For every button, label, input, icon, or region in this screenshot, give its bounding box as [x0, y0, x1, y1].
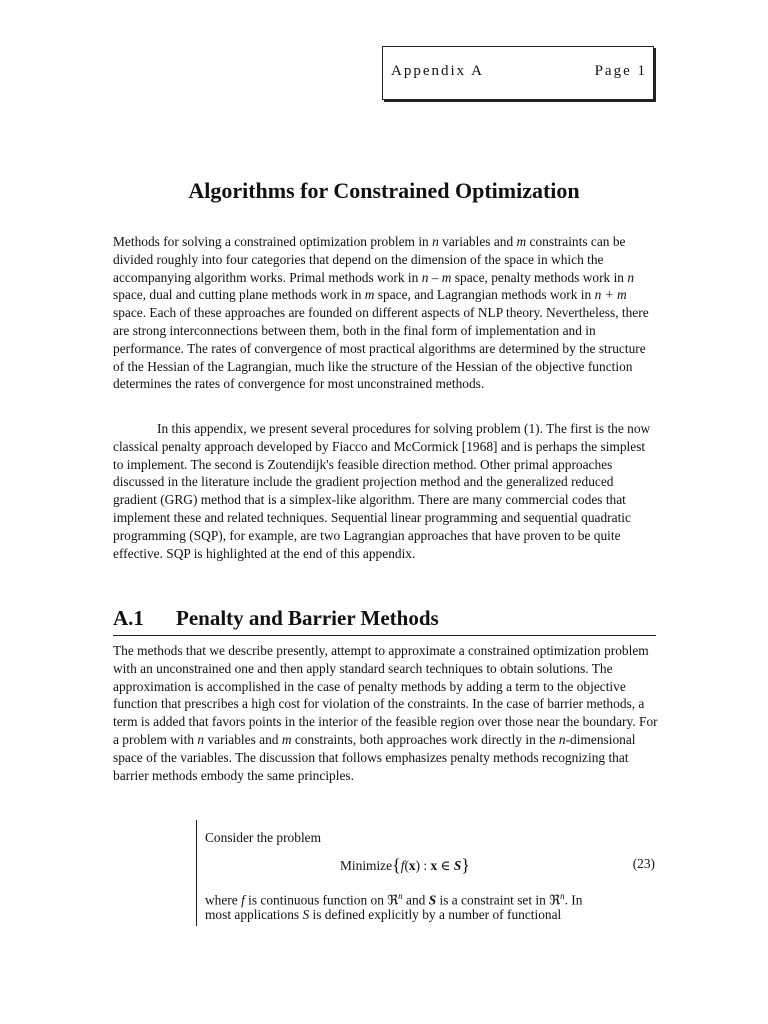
equation-23: Minimize{f(x) : x ∈ S} — [340, 855, 470, 875]
problem-line-4: most applications S is defined explicitly by a number of functional — [205, 907, 562, 922]
page-header-box — [382, 46, 654, 100]
page-number: Page 1 — [594, 63, 647, 79]
document-title: Algorithms for Constrained Optimization — [188, 178, 580, 203]
section-title: Penalty and Barrier Methods — [176, 606, 439, 630]
section-number: A.1 — [113, 606, 144, 630]
appendix-overview-paragraph: In this appendix, we present several procedures for solving problem (1). The first is the now classical penalty approach developed by Fiacco and McCormick [1968] and is perhaps the simplest to implement. The second is Zoutendijk's feasible direction method. Other primal approaches discussed in the literature include the gradient projection method and the generalized reduced gradient (GRG) method that is a simplex-like algorithm. There are many commercial codes that implement these and related techniques. Sequential linear programming and sequential quadratic programming (SQP), for example, are two Lagrangian approaches that have proven to be quite effective. SQP is highlighted at the end of this appendix. — [113, 421, 651, 561]
section-heading — [113, 606, 656, 636]
intro-paragraph: Methods for solving a constrained optimization problem in n variables and m constraints can be divided roughly into four categories that depend on the dimension of the space in which the accompanying algorithm works. Primal methods work in n – m space, penalty methods work in n space, dual and cutting plane methods work in m space, and Lagrangian methods work in n + m space. Each of these approaches are founded on different aspects of NLP theory. Nevertheless, there are strong interconnections between them, both in the final form of implementation and in performance. The rates of convergence of most practical algorithms are determined by the structure of the Hessian of the Lagrangian, much like the structure of the Hessian of the objective function determines the rates of convergence for most unconstrained methods. — [113, 234, 649, 392]
problem-statement-box — [196, 820, 659, 926]
penalty-methods-paragraph: The methods that we describe presently, attempt to approximate a constrained optimization problem with an unconstrained one and then apply standard search techniques to obtain solutions. The approximation is accomplished in the case of penalty methods by adding a term to the objective function that prescribes a high cost for violation of the constraints. In the case of barrier methods, a term is added that favors points in the interior of the feasible region over those near the boundary. For a problem with n variables and m constraints, both approaches work directly in the n-dimensional space of the variables. The discussion that follows emphasizes penalty methods recognizing that barrier methods embody the same principles. — [113, 643, 658, 783]
problem-intro-line: Consider the problem — [205, 830, 322, 845]
appendix-label: Appendix A — [391, 63, 484, 79]
equation-number: (23) — [632, 856, 655, 871]
problem-line-3: where f is continuous function on ℜ$^n$ and S is a constraint set in ℜ$^n$. In — [205, 891, 583, 908]
